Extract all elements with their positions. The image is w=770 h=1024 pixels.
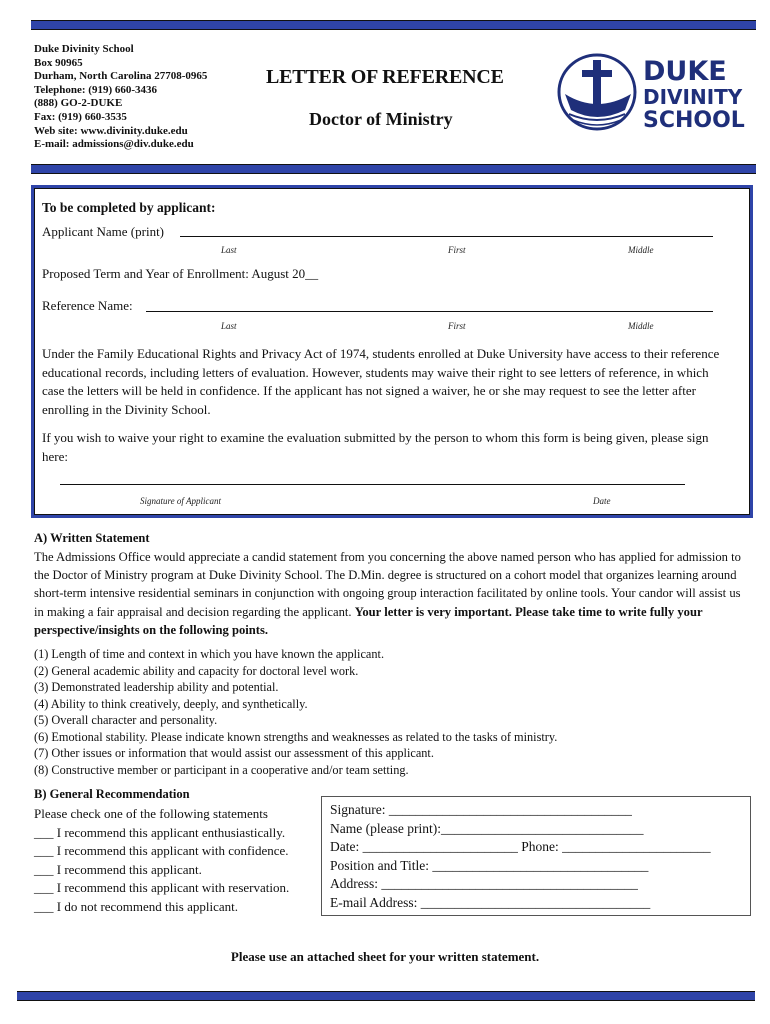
boat-cross-emblem-icon [555,52,755,132]
list-item: (1) Length of time and context in which you have known the applicant. [34,647,385,661]
logo-word-divinity: DIVINITY [643,85,743,109]
recommender-signature-field[interactable]: Signature: ____________________________________ [330,802,632,817]
recommendation-instruction: Please check one of the following statements [34,806,268,821]
city-address: Durham, North Carolina 27708-0965 [34,70,208,83]
attached-sheet-note: Please use an attached sheet for your written statement. [230,949,540,964]
recommender-phone-field[interactable]: Phone: ______________________ [521,839,711,855]
written-statement-emphasis: Your letter is very important. Please take time to write fully your perspective/insights on the following points. [34,604,703,637]
applicant-section-heading: To be completed by applicant: [42,200,216,215]
reference-last-label: Last [221,321,237,331]
section-bar [31,164,756,174]
recommender-date-field[interactable]: Date: _______________________ [330,839,518,855]
recommend-reservation-option[interactable]: ___ I recommend this applicant with reservation. [34,880,290,896]
recommend-confidence-option[interactable]: ___ I recommend this applicant with confidence. [34,843,289,859]
ferpa-paragraph: Under the Family Educational Rights and Privacy Act of 1974, students enrolled at Duke University have access to their reference educational records, including letters of evaluation. However, students may waive their right to see letters of reference, in which case the letters will be held in confidence. If the applicant has not signed a waiver, he or she may request to see the letter after enrolling in the Divinity School. [42,346,720,417]
applicant-name-line[interactable] [180,236,713,237]
written-statement-body [34,548,746,639]
signature-of-applicant-label: Signature of Applicant [140,496,221,506]
applicant-name-label: Applicant Name (print) [42,224,165,239]
do-not-recommend-option[interactable]: ___ I do not recommend this applicant. [34,898,238,914]
list-item: (5) Overall character and personality. [34,713,218,727]
contact-block [34,43,207,152]
duke-divinity-logo [555,52,755,132]
bottom-bar [17,991,755,1001]
logo-word-school: SCHOOL [643,108,745,132]
recommender-fields [330,801,711,913]
waive-paragraph: If you wish to waive your right to examine the evaluation submitted by the person to whom this form is being given, please sign here: [42,430,709,464]
applicant-date-label: Date [593,496,611,506]
reference-first-label: First [448,321,466,331]
list-item: (6) Emotional stability. Please indicate known strengths and weaknesses as related to the tasks of ministry. [34,729,558,744]
recommend-option[interactable]: ___ I recommend this applicant. [34,861,202,877]
logo-word-duke: DUKE [643,56,727,87]
page-title: LETTER OF REFERENCE [266,66,504,88]
recommender-email-field[interactable]: E-mail Address: __________________________________ [330,894,651,910]
recommender-position-field[interactable]: Position and Title: ________________________________ [330,857,649,873]
top-bar [31,20,756,30]
email: E-mail: admissions@div.duke.edu [34,138,194,151]
applicant-middle-label: Middle [628,245,654,255]
reference-name-line[interactable] [146,311,713,312]
recommender-address-field[interactable]: Address: ______________________________________ [330,876,638,892]
website: Web site: www.divinity.duke.edu [34,124,188,137]
recommendation-options [34,805,289,917]
school-name: Duke Divinity School [34,43,134,55]
applicant-first-label: First [448,245,466,255]
list-item: (3) Demonstrated leadership ability and potential. [34,680,279,694]
fax: Fax: (919) 660-3535 [34,110,127,123]
list-item: (8) Constructive member or participant in a cooperative and/or team setting. [34,762,409,777]
tollfree-phone: (888) GO-2-DUKE [34,97,123,110]
recommend-enthusiastically-option[interactable]: ___ I recommend this applicant enthusiastically. [34,824,286,840]
applicant-last-label: Last [221,245,237,255]
list-item: (4) Ability to think creatively, deeply, and synthetically. [34,696,308,711]
reference-name-label: Reference Name: [42,298,133,313]
proposed-term-field[interactable]: Proposed Term and Year of Enrollment: August 20__ [42,266,319,281]
telephone: Telephone: (919) 660-3436 [34,83,158,96]
recommendation-heading: B) General Recommendation [34,787,190,801]
applicant-signature-line[interactable] [60,484,685,485]
recommender-name-field[interactable]: Name (please print):______________________________ [330,820,644,836]
box-address: Box 90965 [34,56,83,69]
list-item: (2) General academic ability and capacity for doctoral level work. [34,663,359,678]
evaluation-points-list [34,646,557,778]
written-statement-text: The Admissions Office would appreciate a candid statement from you concerning the above named person who has applied for admission to the Doctor of Ministry program at Duke Divinity School. The D.Min. degree is structured on a cohort model that organizes learning around short-term intensive residential seminars in conjunction with ongoing group interaction facilitated by online tools. Your candor will assist us in making a fair appraisal and decision regarding the applicant. [34,550,741,619]
page-subtitle: Doctor of Ministry [309,109,453,129]
reference-middle-label: Middle [628,321,654,331]
list-item: (7) Other issues or information that would assist our assessment of this applicant. [34,746,434,760]
written-statement-heading: A) Written Statement [34,531,150,545]
recommender-date-phone-row [330,838,711,857]
